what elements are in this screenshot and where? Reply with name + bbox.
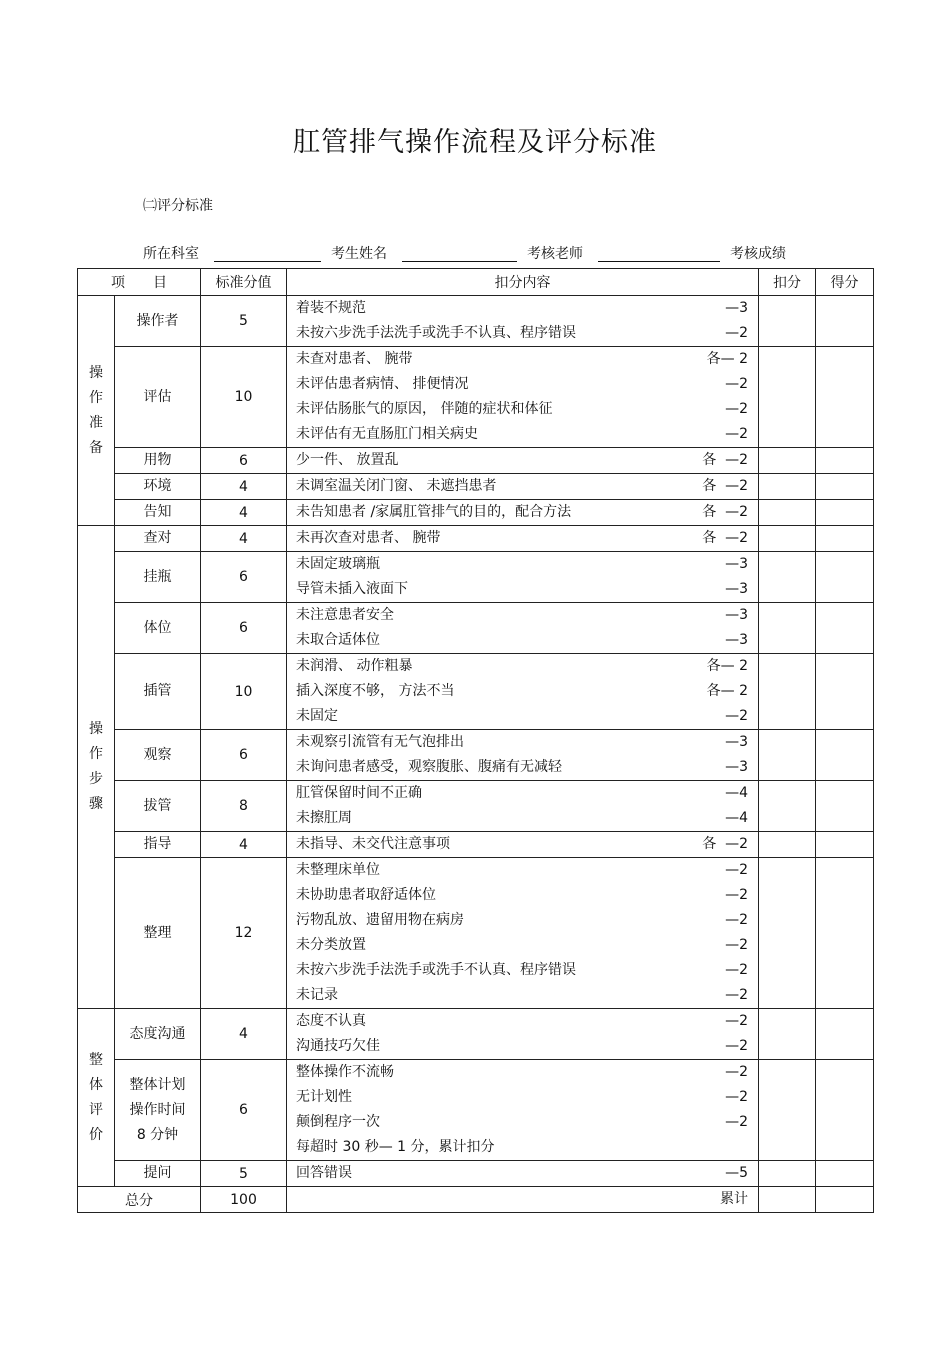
score-cell[interactable] <box>816 1060 874 1161</box>
deduct-cell[interactable] <box>759 1009 816 1060</box>
header-deduct: 扣分 <box>759 269 816 296</box>
deduction-points: —2 <box>725 887 748 903</box>
item-label: 插管 <box>115 654 201 730</box>
deduction-points: —3 <box>725 607 748 623</box>
deduction-item <box>287 958 758 983</box>
table-row <box>78 474 874 500</box>
deduct-cell[interactable] <box>759 526 816 552</box>
deduction-content <box>287 296 759 347</box>
table-row <box>78 832 874 858</box>
score-cell[interactable] <box>816 654 874 730</box>
deduction-text: 回答错误 <box>296 1165 352 1181</box>
deduction-item <box>287 1135 758 1160</box>
deduction-item <box>287 679 758 704</box>
section-name-char: 操 <box>89 721 103 737</box>
deduction-points: 各— 2 <box>706 683 748 699</box>
score-cell[interactable] <box>816 730 874 781</box>
table-row <box>78 448 874 474</box>
deduction-points: —2 <box>725 1013 748 1029</box>
deduction-text: 未协助患者取舒适体位 <box>296 887 436 903</box>
deduction-item <box>287 832 758 857</box>
deduction-text: 态度不认真 <box>296 1013 366 1029</box>
deduction-points: —5 <box>725 1165 748 1181</box>
deduction-text: 插入深度不够， 方法不当 <box>296 683 455 699</box>
score-cell[interactable] <box>816 500 874 526</box>
deduction-text: 颠倒程序一次 <box>296 1114 380 1130</box>
total-score-cell[interactable] <box>816 1187 874 1213</box>
score-cell[interactable] <box>816 1161 874 1187</box>
deduction-text: 未注意患者安全 <box>296 607 394 623</box>
score-cell[interactable] <box>816 603 874 654</box>
deduction-item <box>287 983 758 1008</box>
deduction-text: 未分类放置 <box>296 937 366 953</box>
deduct-cell[interactable] <box>759 552 816 603</box>
deduction-points: —2 <box>725 376 748 392</box>
deduction-text: 整体操作不流畅 <box>296 1064 394 1080</box>
table-header-row <box>78 269 874 296</box>
header-item: 项 目 <box>78 269 201 296</box>
deduction-text: 未告知患者 /家属肛管排气的目的，配合方法 <box>296 504 572 520</box>
total-note-cell <box>287 1187 759 1213</box>
deduction-points: —2 <box>725 987 748 1003</box>
deduction-text: 未调室温关闭门窗、 未遮挡患者 <box>296 478 497 494</box>
deduction-points: —2 <box>725 912 748 928</box>
deduction-item <box>287 577 758 602</box>
deduction-item <box>287 730 758 755</box>
deduction-content <box>287 500 759 526</box>
table-row <box>78 781 874 832</box>
deduction-text: 未询问患者感受，观察腹胀、腹痛有无减轻 <box>296 759 562 775</box>
standard-value: 4 <box>201 526 287 552</box>
deduction-item <box>287 883 758 908</box>
score-cell[interactable] <box>816 781 874 832</box>
section-name-char: 评 <box>89 1101 103 1118</box>
deduction-points: —3 <box>725 734 748 750</box>
deduct-cell[interactable] <box>759 474 816 500</box>
deduct-cell[interactable] <box>759 1161 816 1187</box>
item-label <box>115 1060 201 1161</box>
standard-value: 6 <box>201 552 287 603</box>
standard-value: 6 <box>201 730 287 781</box>
item-label: 拔管 <box>115 781 201 832</box>
deduction-content <box>287 1009 759 1060</box>
deduction-points: —2 <box>725 426 748 442</box>
deduction-text: 未评估有无直肠肛门相关病史 <box>296 426 478 442</box>
score-label: 考核成绩 <box>730 246 786 262</box>
deduction-item <box>287 372 758 397</box>
header-content: 扣分内容 <box>287 269 759 296</box>
score-cell[interactable] <box>816 832 874 858</box>
item-label: 体位 <box>115 603 201 654</box>
deduction-text: 未观察引流管有无气泡排出 <box>296 734 464 750</box>
deduction-points: —3 <box>725 581 748 597</box>
deduction-text: 未润滑、 动作粗暴 <box>296 658 413 674</box>
deduct-cell[interactable] <box>759 730 816 781</box>
deduction-text: 每超时 30 秒— 1 分，累计扣分 <box>296 1139 495 1155</box>
deduction-points: —2 <box>725 862 748 878</box>
scoring-table <box>77 268 874 1213</box>
item-label: 告知 <box>115 500 201 526</box>
standard-value: 4 <box>201 500 287 526</box>
deduction-text: 未擦肛周 <box>296 810 352 826</box>
deduction-text: 未取合适体位 <box>296 632 380 648</box>
total-row <box>78 1187 874 1213</box>
section-name-char: 作 <box>89 389 103 406</box>
deduction-item <box>287 448 758 473</box>
item-label-line: 操作时间 <box>129 1101 186 1118</box>
deduction-item <box>287 755 758 780</box>
deduction-text: 着装不规范 <box>296 300 366 316</box>
section-name <box>78 1009 115 1187</box>
table-row <box>78 1009 874 1060</box>
deduction-item <box>287 858 758 883</box>
section-name-char: 步 <box>89 771 103 787</box>
deduction-points: —3 <box>725 556 748 572</box>
item-label: 态度沟通 <box>115 1009 201 1060</box>
deduction-item <box>287 1009 758 1034</box>
deduction-points: —4 <box>725 785 748 801</box>
deduction-content <box>287 448 759 474</box>
score-cell[interactable] <box>816 296 874 347</box>
table-body <box>78 296 874 1187</box>
deduction-item <box>287 781 758 806</box>
table-row <box>78 500 874 526</box>
teacher-field[interactable] <box>598 245 720 262</box>
deduction-text: 导管未插入液面下 <box>296 581 408 597</box>
standard-value: 12 <box>201 858 287 1009</box>
standard-value: 10 <box>201 347 287 448</box>
deduction-points: 各 —2 <box>702 836 748 852</box>
deduction-points: 各 —2 <box>702 452 748 468</box>
section-name-char: 整 <box>89 1051 103 1068</box>
item-label: 指导 <box>115 832 201 858</box>
table-row <box>78 552 874 603</box>
section-name-char: 备 <box>89 439 103 456</box>
deduct-cell[interactable] <box>759 500 816 526</box>
deduction-item <box>287 296 758 321</box>
deduction-item <box>287 347 758 372</box>
deduction-text: 未按六步洗手法洗手或洗手不认真、程序错误 <box>296 962 576 978</box>
standard-value: 4 <box>201 474 287 500</box>
deduction-item <box>287 474 758 499</box>
standard-value: 8 <box>201 781 287 832</box>
deduction-points: —4 <box>725 810 748 826</box>
total-label: 总分 <box>78 1187 201 1213</box>
student-label: 考生姓名 <box>331 246 387 262</box>
deduction-points: —2 <box>725 325 748 341</box>
total-value: 100 <box>201 1187 287 1213</box>
deduction-item <box>287 1060 758 1085</box>
item-label: 观察 <box>115 730 201 781</box>
deduct-cell[interactable] <box>759 832 816 858</box>
deduction-content <box>287 781 759 832</box>
deduction-text: 沟通技巧欠佳 <box>296 1038 380 1054</box>
exam-info-row <box>143 243 786 263</box>
deduction-item <box>287 628 758 653</box>
deduction-points: —2 <box>725 401 748 417</box>
deduction-content <box>287 654 759 730</box>
item-label: 挂瓶 <box>115 552 201 603</box>
deduction-points: —3 <box>725 632 748 648</box>
deduction-text: 未记录 <box>296 987 338 1003</box>
deduction-content <box>287 1161 759 1187</box>
item-label: 环境 <box>115 474 201 500</box>
deduct-cell[interactable] <box>759 296 816 347</box>
deduction-item <box>287 603 758 628</box>
item-label: 查对 <box>115 526 201 552</box>
deduction-text: 未指导、未交代注意事项 <box>296 836 450 852</box>
score-cell[interactable] <box>816 552 874 603</box>
table-row <box>78 1161 874 1187</box>
deduction-content <box>287 526 759 552</box>
deduct-cell[interactable] <box>759 858 816 1009</box>
deduction-points: —3 <box>725 300 748 316</box>
standard-value: 10 <box>201 654 287 730</box>
section-name <box>78 296 115 526</box>
deduction-text: 肛管保留时间不正确 <box>296 785 422 801</box>
standard-value: 4 <box>201 1009 287 1060</box>
standard-value: 5 <box>201 1161 287 1187</box>
deduction-item <box>287 1161 758 1186</box>
score-cell[interactable] <box>816 448 874 474</box>
section-name-char: 操 <box>89 364 103 381</box>
table-row <box>78 1060 874 1161</box>
score-cell[interactable] <box>816 347 874 448</box>
deduction-text: 未按六步洗手法洗手或洗手不认真、程序错误 <box>296 325 576 341</box>
section-name-char: 价 <box>89 1126 103 1143</box>
deduction-content <box>287 347 759 448</box>
deduction-text: 无计划性 <box>296 1089 352 1105</box>
deduction-text: 未整理床单位 <box>296 862 380 878</box>
deduction-points: 各— 2 <box>706 658 748 674</box>
deduction-text: 污物乱放、遗留用物在病房 <box>296 912 464 928</box>
deduction-item <box>287 500 758 525</box>
standard-value: 6 <box>201 603 287 654</box>
department-field[interactable] <box>214 245 321 262</box>
deduct-cell[interactable] <box>759 781 816 832</box>
total-deduct-cell[interactable] <box>759 1187 816 1213</box>
section-name-char: 作 <box>89 746 103 762</box>
item-label-line: 8 分钟 <box>136 1126 179 1143</box>
deduction-item <box>287 422 758 447</box>
table-row <box>78 730 874 781</box>
deduction-item <box>287 908 758 933</box>
standard-value: 6 <box>201 448 287 474</box>
deduction-points: —3 <box>725 759 748 775</box>
deduction-points: —2 <box>725 962 748 978</box>
deduct-cell[interactable] <box>759 603 816 654</box>
item-label: 评估 <box>115 347 201 448</box>
deduction-item <box>287 1110 758 1135</box>
deduction-points: 各 —2 <box>702 530 748 546</box>
item-label: 操作者 <box>115 296 201 347</box>
deduction-content <box>287 474 759 500</box>
deduction-item <box>287 806 758 831</box>
deduction-points: 各 —2 <box>702 478 748 494</box>
deduction-text: 未查对患者、 腕带 <box>296 351 413 367</box>
deduction-content <box>287 552 759 603</box>
table-row <box>78 603 874 654</box>
deduction-text: 未固定玻璃瓶 <box>296 556 380 572</box>
deduction-content <box>287 730 759 781</box>
student-field[interactable] <box>402 245 517 262</box>
deduction-points: —2 <box>725 1064 748 1080</box>
teacher-label: 考核老师 <box>527 246 583 262</box>
section-subtitle: ㈡评分标准 <box>143 198 213 214</box>
score-cell[interactable] <box>816 1009 874 1060</box>
item-label-line: 整体计划 <box>129 1076 186 1093</box>
score-cell[interactable] <box>816 858 874 1009</box>
page-title: 肛管排气操作流程及评分标准 <box>293 127 657 158</box>
deduction-item <box>287 1085 758 1110</box>
item-label: 用物 <box>115 448 201 474</box>
section-name-char: 准 <box>89 414 103 431</box>
total-note: 累计 <box>720 1191 748 1207</box>
score-cell[interactable] <box>816 526 874 552</box>
deduction-text: 未再次查对患者、 腕带 <box>296 530 441 546</box>
section-name-char: 体 <box>89 1076 103 1093</box>
deduction-points: 各— 2 <box>706 351 748 367</box>
table-row <box>78 526 874 552</box>
table-row <box>78 347 874 448</box>
deduction-points: —2 <box>725 1089 748 1105</box>
deduction-content <box>287 858 759 1009</box>
standard-value: 5 <box>201 296 287 347</box>
score-cell[interactable] <box>816 474 874 500</box>
section-name <box>78 526 115 1009</box>
table-row <box>78 296 874 347</box>
deduction-item <box>287 654 758 679</box>
deduction-text: 未固定 <box>296 708 338 724</box>
deduction-points: —2 <box>725 1114 748 1130</box>
deduction-content <box>287 832 759 858</box>
deduction-points: —2 <box>725 937 748 953</box>
deduction-item <box>287 704 758 729</box>
deduction-points: 各 —2 <box>702 504 748 520</box>
deduction-text: 少一件、 放置乱 <box>296 452 399 468</box>
deduct-cell[interactable] <box>759 1060 816 1161</box>
header-score: 得分 <box>816 269 874 296</box>
deduction-item <box>287 321 758 346</box>
standard-value: 4 <box>201 832 287 858</box>
deduction-points: —2 <box>725 1038 748 1054</box>
deduction-item <box>287 526 758 551</box>
item-label: 整理 <box>115 858 201 1009</box>
section-name-char: 骤 <box>89 796 103 812</box>
deduction-text: 未评估肠胀气的原因， 伴随的症状和体征 <box>296 401 553 417</box>
deduction-item <box>287 1034 758 1059</box>
deduct-cell[interactable] <box>759 347 816 448</box>
table-row <box>78 858 874 1009</box>
deduction-text: 未评估患者病情、 排便情况 <box>296 376 469 392</box>
item-label: 提问 <box>115 1161 201 1187</box>
standard-value: 6 <box>201 1060 287 1161</box>
deduct-cell[interactable] <box>759 448 816 474</box>
department-label: 所在科室 <box>143 246 199 262</box>
deduct-cell[interactable] <box>759 654 816 730</box>
deduction-content <box>287 1060 759 1161</box>
deduction-item <box>287 552 758 577</box>
deduction-item <box>287 397 758 422</box>
deduction-points: —2 <box>725 708 748 724</box>
header-standard: 标准分值 <box>201 269 287 296</box>
deduction-item <box>287 933 758 958</box>
deduction-content <box>287 603 759 654</box>
table-row <box>78 654 874 730</box>
